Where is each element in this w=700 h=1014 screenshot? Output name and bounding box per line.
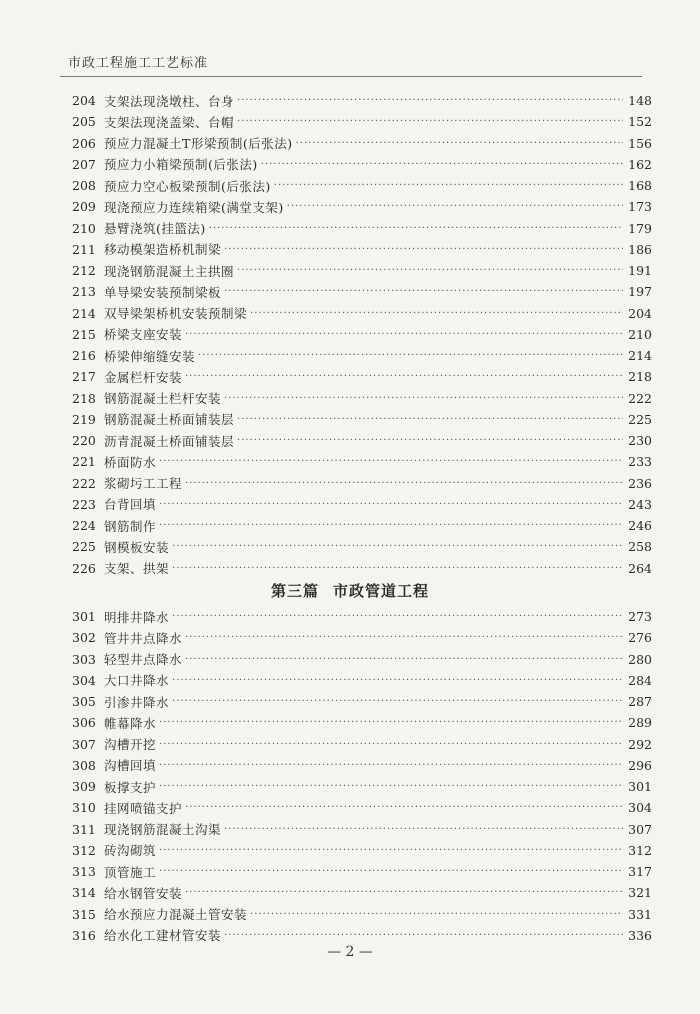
entry-number: 218	[72, 390, 96, 406]
toc-entry[interactable]	[72, 712, 652, 733]
toc-entry[interactable]	[72, 366, 652, 387]
entry-title: 单导梁安装预制梁板	[104, 284, 222, 300]
entry-title: 现浇预应力连续箱梁(满堂支架)	[104, 199, 284, 215]
entry-page: 222	[628, 390, 652, 406]
entry-title: 引渗井降水	[104, 694, 170, 710]
entry-title: 管井井点降水	[104, 630, 183, 646]
leader-dots	[224, 244, 623, 255]
entry-title: 桥梁支座安装	[104, 327, 183, 343]
entry-title: 预应力小箱梁预制(后张法)	[104, 157, 258, 173]
entry-title: 双导梁架桥机安装预制梁	[104, 306, 248, 322]
entry-page: 317	[628, 864, 652, 880]
toc-entry[interactable]	[72, 691, 652, 712]
toc-entry[interactable]	[72, 133, 652, 154]
entry-number: 207	[72, 156, 96, 172]
toc-entry[interactable]	[72, 861, 652, 882]
running-header: 市政工程施工工艺标准	[68, 56, 209, 71]
entry-number: 217	[72, 369, 96, 385]
toc-list-part2	[72, 90, 652, 579]
leader-dots	[159, 717, 623, 728]
leader-dots	[237, 95, 623, 106]
entry-page: 152	[628, 114, 652, 130]
leader-dots	[172, 611, 623, 622]
entry-title: 帷幕降水	[104, 715, 157, 731]
entry-page: 179	[628, 220, 652, 236]
leader-dots	[237, 414, 623, 425]
toc-entry[interactable]	[72, 606, 652, 627]
entry-title: 钢筋混凝土桥面铺装层	[104, 412, 235, 428]
toc-entry[interactable]	[72, 755, 652, 776]
leader-dots	[250, 308, 623, 319]
toc-entry[interactable]	[72, 840, 652, 861]
entry-number: 308	[72, 757, 96, 773]
entry-page: 336	[628, 927, 652, 943]
leader-dots	[274, 180, 623, 191]
entry-number: 221	[72, 454, 96, 470]
toc-entry[interactable]	[72, 388, 652, 409]
entry-title: 沟槽回填	[104, 758, 157, 774]
toc-entry[interactable]	[72, 175, 652, 196]
leader-dots	[172, 696, 623, 707]
leader-dots	[224, 824, 623, 835]
entry-number: 304	[72, 672, 96, 688]
leader-dots	[261, 159, 623, 170]
leader-dots	[172, 541, 623, 552]
toc-entry[interactable]	[72, 819, 652, 840]
entry-title: 支架法现浇盖梁、台帽	[104, 114, 235, 130]
entry-page: 186	[628, 241, 652, 257]
entry-title: 浆砌圬工工程	[104, 476, 183, 492]
entry-title: 板撑支护	[104, 779, 157, 795]
entry-page: 225	[628, 411, 652, 427]
entry-page: 173	[628, 199, 652, 215]
toc-entry[interactable]	[72, 882, 652, 903]
entry-number: 213	[72, 284, 96, 300]
entry-page: 214	[628, 348, 652, 364]
leader-dots	[172, 563, 623, 574]
entry-page: 296	[628, 757, 652, 773]
entry-number: 214	[72, 305, 96, 321]
entry-title: 现浇钢筋混凝土主拱圈	[104, 263, 235, 279]
entry-number: 215	[72, 326, 96, 342]
section-name: 市政管道工程	[333, 582, 430, 600]
section-heading	[0, 580, 700, 601]
entry-title: 桥面防水	[104, 454, 157, 470]
entry-page: 331	[628, 906, 652, 922]
leader-dots	[237, 265, 623, 276]
leader-dots	[287, 201, 623, 212]
leader-dots	[159, 499, 623, 510]
entry-title: 砖沟砌筑	[104, 843, 157, 859]
section-part-label: 第三篇	[270, 582, 319, 600]
leader-dots	[159, 760, 623, 771]
toc-entry[interactable]	[72, 239, 652, 260]
entry-number: 222	[72, 475, 96, 491]
entry-number: 212	[72, 263, 96, 279]
entry-number: 309	[72, 779, 96, 795]
toc-entry[interactable]	[72, 925, 652, 946]
entry-page: 246	[628, 518, 652, 534]
entry-title: 轻型井点降水	[104, 652, 183, 668]
entry-number: 301	[72, 609, 96, 625]
leader-dots	[185, 371, 623, 382]
entry-number: 225	[72, 539, 96, 555]
page-number: — 2 —	[327, 944, 373, 960]
entry-number: 313	[72, 864, 96, 880]
entry-page: 292	[628, 736, 652, 752]
toc-entry[interactable]	[72, 345, 652, 366]
entry-number: 307	[72, 736, 96, 752]
entry-page: 148	[628, 93, 652, 109]
leader-dots	[185, 654, 623, 665]
entry-title: 沟槽开挖	[104, 737, 157, 753]
leader-dots	[185, 329, 623, 340]
entry-number: 216	[72, 348, 96, 364]
toc-entry[interactable]	[72, 558, 652, 579]
entry-title: 桥梁伸缩缝安装	[104, 348, 196, 364]
leader-dots	[185, 478, 623, 489]
toc-entry[interactable]	[72, 409, 652, 430]
entry-page: 197	[628, 284, 652, 300]
entry-title: 钢筋制作	[104, 518, 157, 534]
leader-dots	[159, 845, 623, 856]
entry-title: 台背回填	[104, 497, 157, 513]
entry-title: 给水化工建材管安装	[104, 928, 222, 944]
entry-title: 挂网喷锚支护	[104, 800, 183, 816]
entry-number: 315	[72, 906, 96, 922]
leader-dots	[237, 116, 623, 127]
toc-entry[interactable]	[72, 154, 652, 175]
entry-page: 191	[628, 263, 652, 279]
toc-entry[interactable]	[72, 260, 652, 281]
entry-page: 264	[628, 560, 652, 576]
entry-page: 233	[628, 454, 652, 470]
leader-dots	[172, 675, 623, 686]
entry-title: 钢模板安装	[104, 539, 170, 555]
entry-page: 284	[628, 672, 652, 688]
leader-dots	[250, 909, 623, 920]
entry-number: 310	[72, 800, 96, 816]
toc-entry[interactable]	[72, 649, 652, 670]
entry-page: 273	[628, 609, 652, 625]
entry-title: 移动模架造桥机制梁	[104, 242, 222, 258]
entry-title: 金属栏杆安装	[104, 369, 183, 385]
entry-page: 162	[628, 156, 652, 172]
entry-page: 307	[628, 821, 652, 837]
entry-number: 208	[72, 178, 96, 194]
toc-entry[interactable]	[72, 451, 652, 472]
leader-dots	[159, 739, 623, 750]
entry-number: 306	[72, 715, 96, 731]
toc-entry[interactable]	[72, 281, 652, 302]
toc-entry[interactable]	[72, 515, 652, 536]
leader-dots	[224, 393, 623, 404]
entry-number: 302	[72, 630, 96, 646]
toc-entry[interactable]	[72, 776, 652, 797]
leader-dots	[237, 435, 623, 446]
leader-dots	[185, 802, 623, 813]
toc-entry[interactable]	[72, 324, 652, 345]
toc-entry[interactable]	[72, 430, 652, 451]
entry-title: 支架、拱架	[104, 561, 170, 577]
entry-page: 276	[628, 630, 652, 646]
entry-title: 现浇钢筋混凝土沟渠	[104, 822, 222, 838]
entry-title: 钢筋混凝土栏杆安装	[104, 391, 222, 407]
entry-number: 314	[72, 885, 96, 901]
entry-page: 210	[628, 326, 652, 342]
entry-number: 226	[72, 560, 96, 576]
toc-entry[interactable]	[72, 797, 652, 818]
entry-title: 悬臂浇筑(挂篮法)	[104, 221, 206, 237]
toc-entry[interactable]	[72, 303, 652, 324]
entry-page: 280	[628, 651, 652, 667]
leader-dots	[185, 632, 623, 643]
entry-number: 204	[72, 93, 96, 109]
toc-entry[interactable]	[72, 494, 652, 515]
entry-title: 给水钢管安装	[104, 885, 183, 901]
header-divider	[60, 76, 642, 77]
entry-number: 209	[72, 199, 96, 215]
toc-entry[interactable]	[72, 111, 652, 132]
entry-page: 287	[628, 694, 652, 710]
toc-entry[interactable]	[72, 196, 652, 217]
toc-list-part3	[72, 606, 652, 946]
leader-dots	[185, 887, 623, 898]
toc-entry[interactable]	[72, 627, 652, 648]
entry-page: 156	[628, 135, 652, 151]
entry-page: 218	[628, 369, 652, 385]
leader-dots	[159, 866, 623, 877]
leader-dots	[224, 286, 623, 297]
entry-page: 204	[628, 305, 652, 321]
entry-page: 321	[628, 885, 652, 901]
leader-dots	[159, 520, 623, 531]
toc-entry[interactable]	[72, 218, 652, 239]
entry-number: 211	[72, 241, 96, 257]
entry-page: 230	[628, 433, 652, 449]
toc-entry[interactable]	[72, 670, 652, 691]
entry-number: 312	[72, 842, 96, 858]
leader-dots	[224, 930, 623, 941]
leader-dots	[159, 781, 623, 792]
toc-entry[interactable]	[72, 536, 652, 557]
entry-page: 312	[628, 842, 652, 858]
entry-page: 168	[628, 178, 652, 194]
entry-title: 沥青混凝土桥面铺装层	[104, 433, 235, 449]
entry-title: 大口井降水	[104, 673, 170, 689]
toc-entry[interactable]	[72, 90, 652, 111]
entry-number: 223	[72, 496, 96, 512]
entry-number: 210	[72, 220, 96, 236]
leader-dots	[209, 223, 623, 234]
leader-dots	[296, 138, 623, 149]
entry-number: 205	[72, 114, 96, 130]
entry-number: 224	[72, 518, 96, 534]
toc-entry[interactable]	[72, 473, 652, 494]
entry-number: 311	[72, 821, 96, 837]
entry-page: 304	[628, 800, 652, 816]
entry-title: 给水预应力混凝土管安装	[104, 907, 248, 923]
entry-page: 243	[628, 496, 652, 512]
entry-title: 预应力空心板梁预制(后张法)	[104, 178, 271, 194]
entry-page: 301	[628, 779, 652, 795]
entry-title: 预应力混凝土T形梁预制(后张法)	[104, 136, 293, 152]
entry-title: 明排井降水	[104, 609, 170, 625]
entry-number: 219	[72, 411, 96, 427]
entry-number: 206	[72, 135, 96, 151]
entry-page: 236	[628, 475, 652, 491]
toc-entry[interactable]	[72, 734, 652, 755]
entry-title: 顶管施工	[104, 864, 157, 880]
entry-page: 258	[628, 539, 652, 555]
toc-entry[interactable]	[72, 904, 652, 925]
entry-number: 220	[72, 433, 96, 449]
entry-number: 305	[72, 694, 96, 710]
entry-page: 289	[628, 715, 652, 731]
entry-title: 支架法现浇墩柱、台身	[104, 93, 235, 109]
leader-dots	[198, 350, 623, 361]
entry-number: 303	[72, 651, 96, 667]
entry-number: 316	[72, 927, 96, 943]
leader-dots	[159, 456, 623, 467]
